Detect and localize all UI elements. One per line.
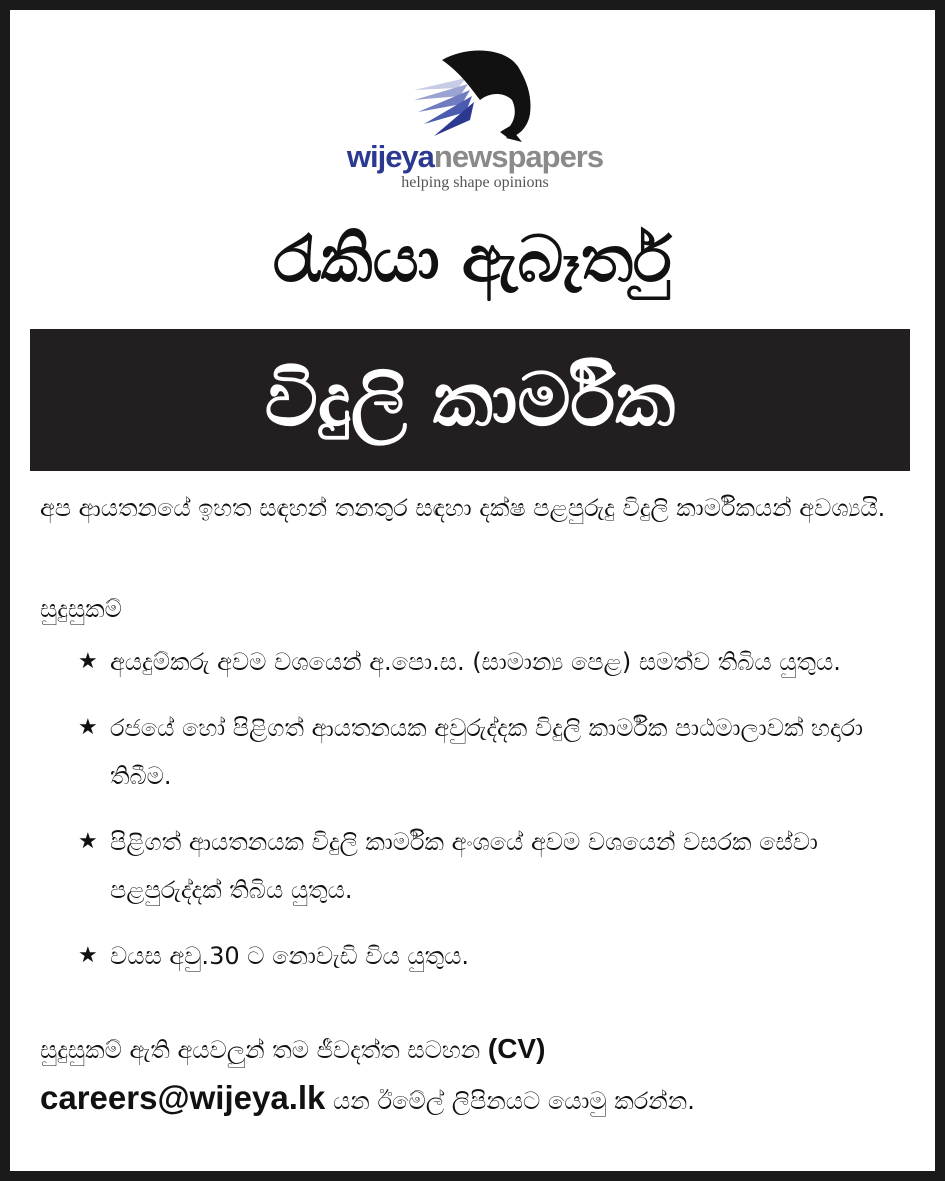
list-item [78, 704, 908, 800]
list-item [78, 932, 908, 980]
requirement-text: රජයේ හෝ පිළිගත් ආයතනයක අවුරුද්දක විදුලි කාර්මික පාඨමාලාවක් හදාරා තිබීම. [110, 714, 863, 790]
cv-label: (CV) [487, 1033, 546, 1064]
requirements-heading: සුදුසුකම් [40, 595, 122, 623]
requirement-text: පිළිගත් ආයතනයක විදුලි කාර්මික අංශයේ අවම වශයෙන් වසරක සේවා පළපුරුද්දක් තිබිය යුතුය. [110, 828, 818, 904]
brand-tagline: helping shape opinions [401, 174, 549, 191]
list-item [78, 818, 908, 914]
wijeya-logo [330, 44, 620, 194]
intro-paragraph: අප ආයතනයේ ඉහත සඳහන් තනතුර සඳහා දක්ෂ පළපුරුදු විදුලි කාර්මිකයන් අවශ්‍යයි. [40, 494, 886, 522]
brand-part-newspapers: newspapers [433, 139, 604, 174]
eagle-icon [408, 44, 542, 144]
star-icon: ★ [78, 649, 98, 674]
star-icon: ★ [78, 829, 98, 854]
star-icon: ★ [78, 943, 98, 968]
instruction-text-end: යන ඊමේල් ලිපිනයට යොමු කරන්න. [333, 1087, 695, 1115]
headline-job-vacancies: රැකියා ඇබෑර්තු [273, 223, 672, 297]
application-instructions [40, 1025, 900, 1125]
job-title: විදුලි කාර්මික [264, 357, 676, 443]
requirements-list [78, 638, 908, 998]
brand-wordmark [330, 140, 620, 174]
requirement-text: අයදුම්කරු අවම වශයෙන් අ.පො.ස. (සාමාන්‍ය පෙළ) සමත්ව තිබිය යුතුය. [110, 648, 841, 676]
requirement-text: වයස අවු.30 ට නොවැඩි විය යුතුය. [110, 942, 469, 970]
job-title-banner [30, 329, 910, 471]
instruction-text: සුදුසුකම් ඇති අයවලුන් තම ජීවදත්ත සටහන [40, 1036, 481, 1064]
list-item [78, 638, 908, 686]
careers-email-link[interactable]: careers@wijeya.lk [40, 1079, 326, 1116]
brand-part-wijeya: wijeya [346, 139, 434, 174]
star-icon: ★ [78, 715, 98, 740]
